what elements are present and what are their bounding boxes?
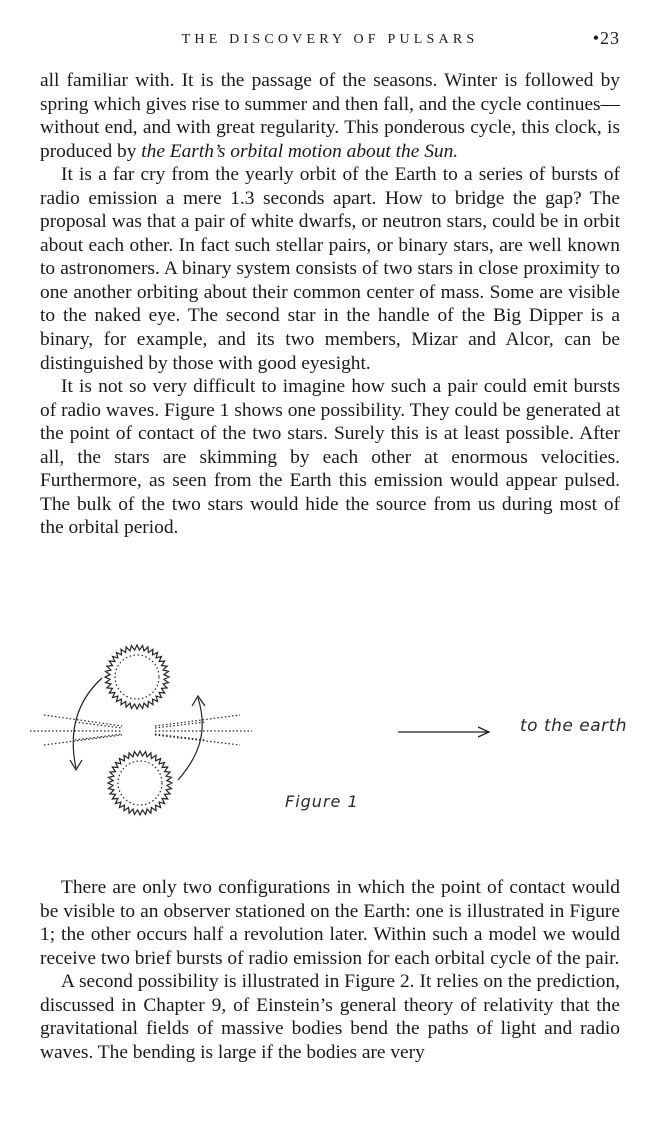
binary-star-illustration [0, 620, 650, 860]
figure-caption: Figure 1 [285, 792, 359, 811]
paragraph-binary-stars: It is a far cry from the yearly orbit of the Earth to a series of bursts of radio emission a mere 1.3 seconds apart. How to bridge the gap? The proposal was that a pair of white dwarfs, or neutron stars, could be in orbit about each other. In fact such stellar pairs, or binary stars, are well known to astronomers. A binary system consists of two stars in close proximity to one another orbiting about their common center of mass. Some are visible to the naked eye. The second star in the handle of the Big Dipper is a binary, for example, and its two members, Mizar and Alcor, can be distinguished by those with good eyesight. [40, 164, 620, 374]
page-number: •23 [592, 28, 620, 48]
figure-1 [0, 620, 650, 860]
paragraph-seasons [40, 69, 620, 163]
paragraph-relativity: A second possibility is illustrated in Figure 2. It relies on the prediction, discussed in Chapter 9, of Einstein’s general theory of relativity that the gravitational fields of massive bodies bend the paths of light and radio waves. The bending is large if the bodies are very [40, 971, 620, 1063]
lower-star-icon [108, 751, 172, 815]
right-emission-beams-icon [155, 715, 252, 745]
upper-star-icon [105, 645, 169, 709]
paragraph-configurations: There are only two configurations in which the point of contact would be visible to an observer stationed on the Earth: one is illustrated in Figure 1; the other occurs half a revolution later. Within such a model we would receive two brief bursts of radio emission for each orbital cycle of the pair. [40, 877, 620, 969]
text-block-upper [40, 69, 620, 540]
running-title: THE DISCOVERY OF PULSARS [181, 32, 479, 47]
paragraph-radio-bursts: It is not so very difficult to imagine how such a pair could emit bursts of radio waves. Figure 1 shows one possibility. They could be generated at the point of contact of the two stars. Surely this is at least possible. After all, the stars are skimming by each other at enormous velocities. Furthermore, as seen from the Earth this emission would appear pulsed. The bulk of the two stars would hide the source from us during most of the orbital period. [40, 376, 620, 539]
running-head [40, 28, 620, 52]
paragraph-seasons-emphasis: the Earth’s orbital motion about the Sun. [141, 140, 459, 162]
paragraph-seasons-text: all familiar with. It is the passage of the seasons. Winter is followed by spring which gives rise to summer and then fall, and the cycle continues—without end, and with great regularity. This ponderous cycle, this clock, is produced by [40, 70, 620, 162]
arrow-label: to the earth [520, 716, 628, 736]
text-block-lower [40, 876, 620, 1064]
arrow-to-earth-icon [398, 727, 489, 737]
